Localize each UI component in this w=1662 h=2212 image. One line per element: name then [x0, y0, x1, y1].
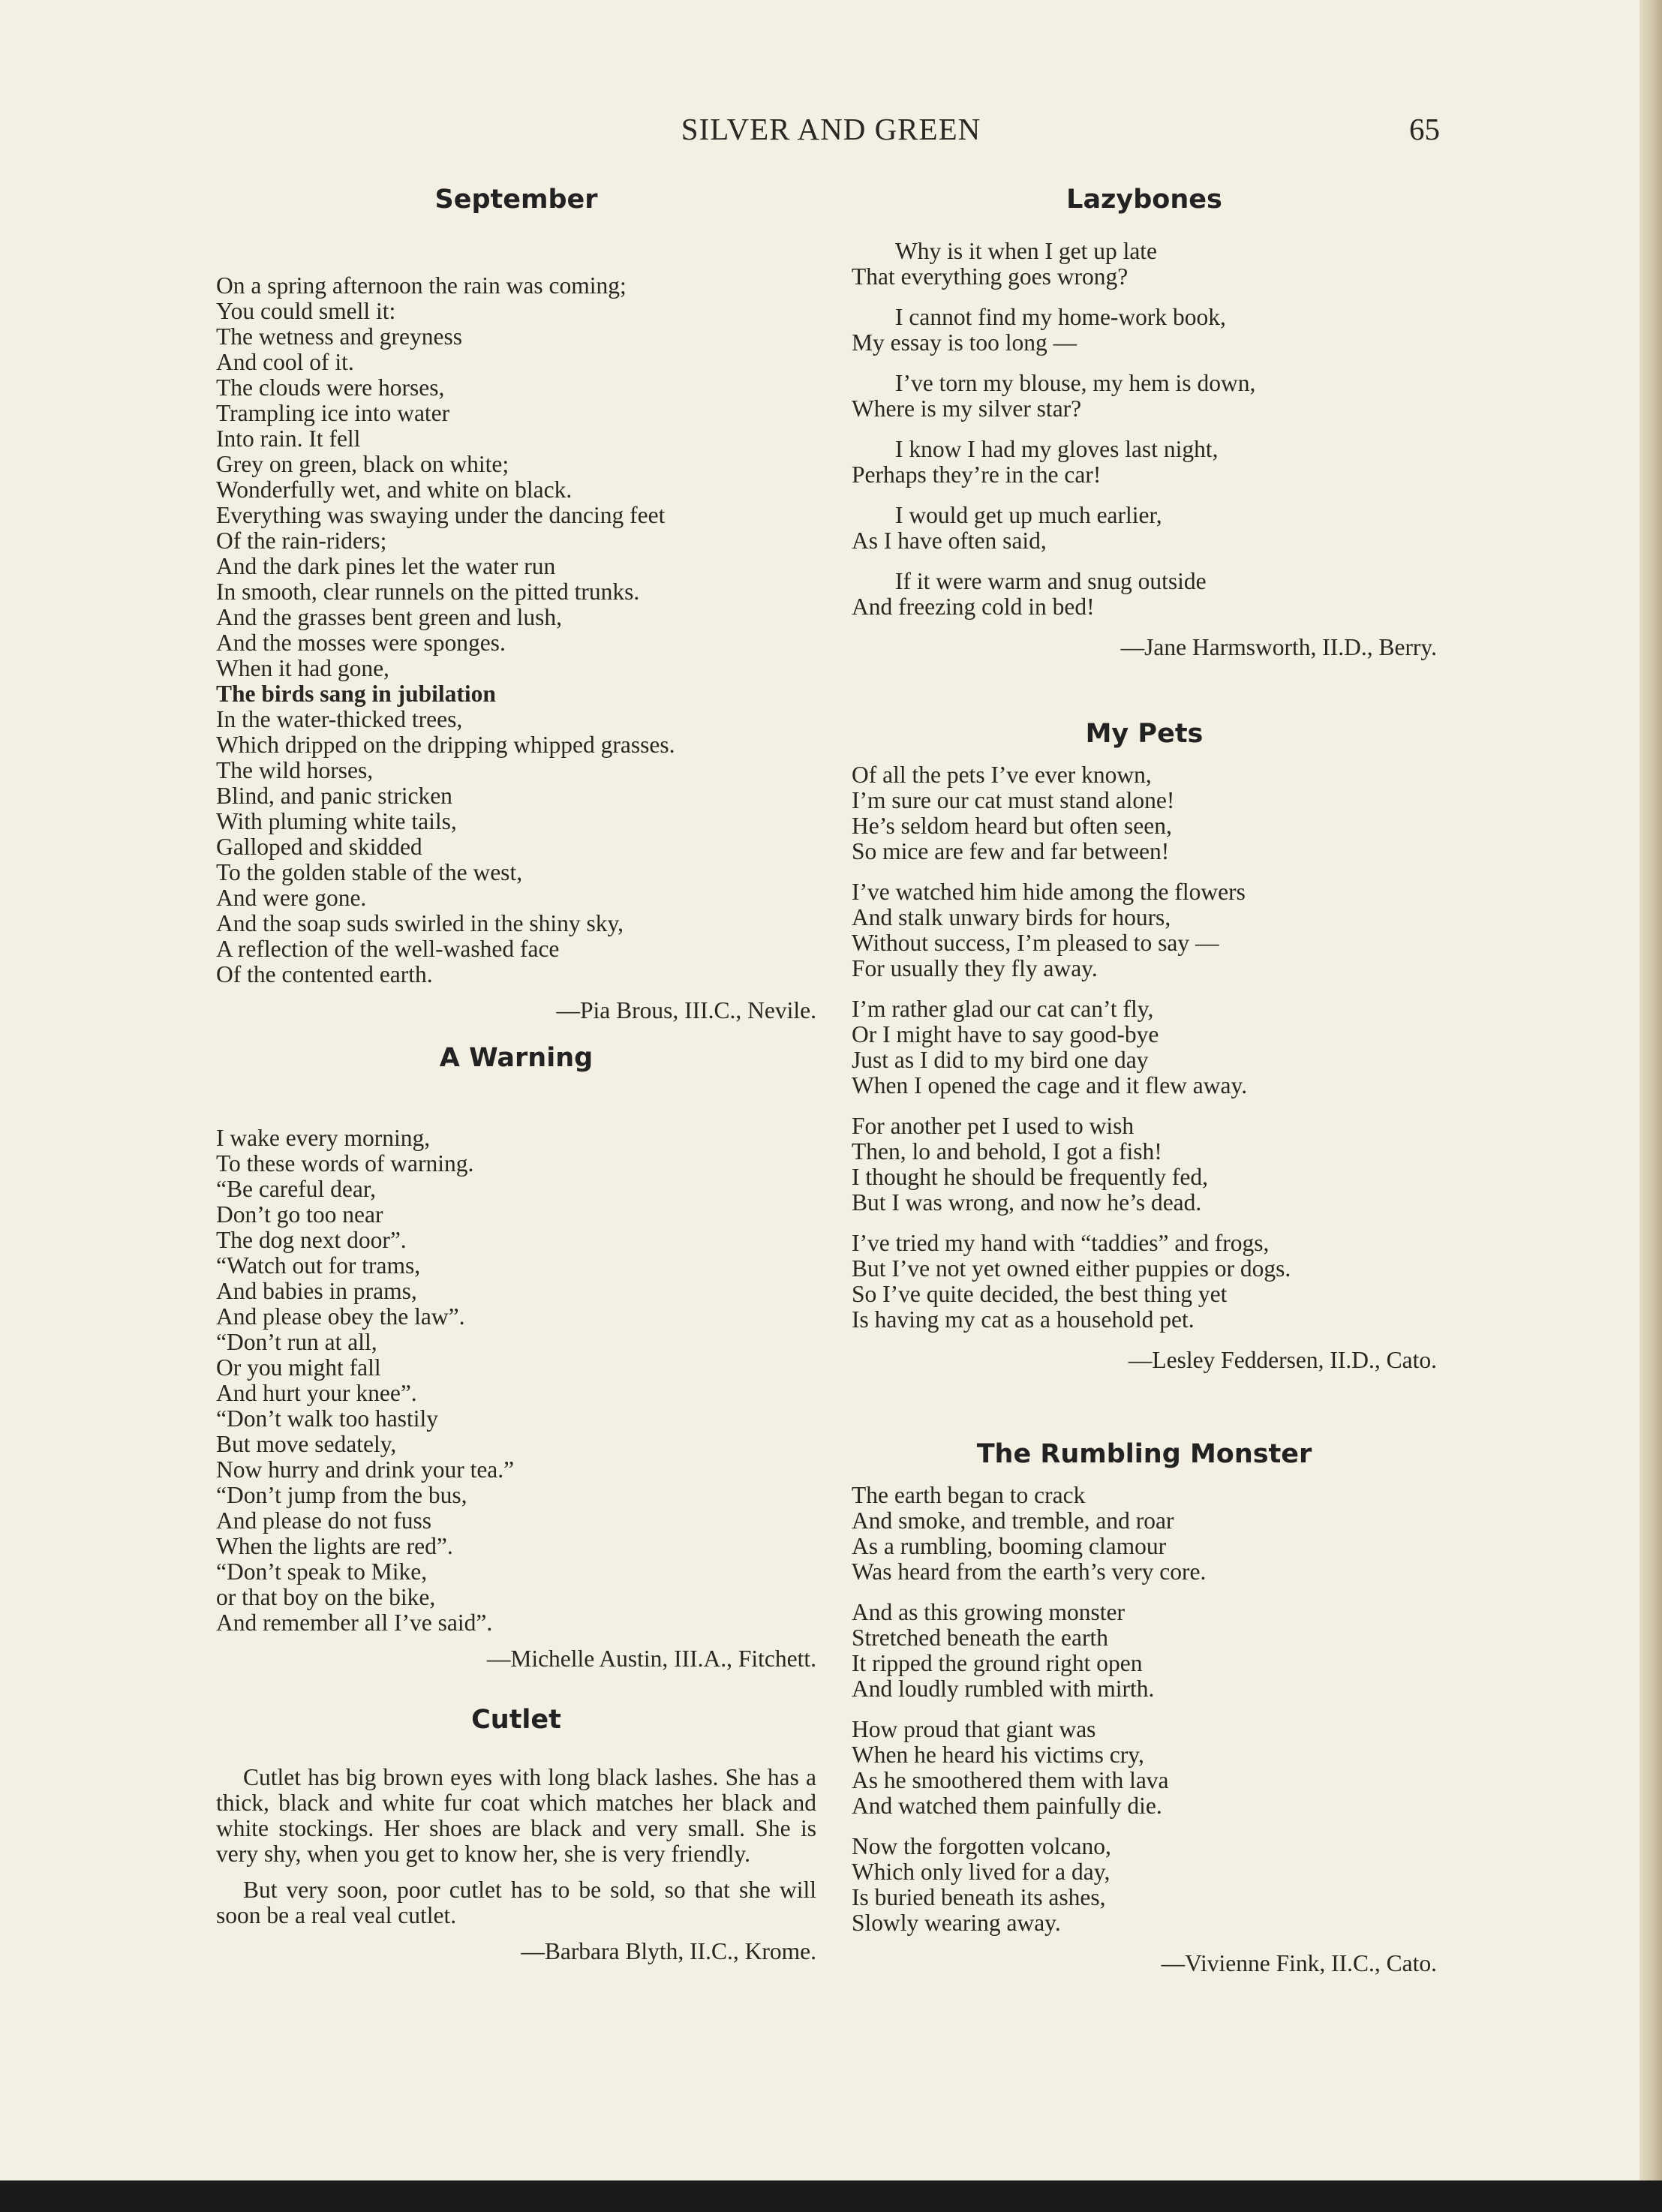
poem-line: Now hurry and drink your tea.” — [216, 1456, 515, 1483]
page-number: 65 — [1409, 112, 1440, 146]
poem-line: That everything goes wrong? — [852, 263, 1129, 290]
poem-lines — [216, 1126, 816, 1636]
poem-line: It ripped the ground right open — [852, 1650, 1143, 1676]
poem-stanzas — [852, 1483, 1437, 1936]
poem-line: Is buried beneath its ashes, — [852, 1884, 1106, 1910]
poem-line: I would get up much earlier, — [895, 502, 1162, 528]
poem-line: And as this growing monster — [852, 1599, 1125, 1625]
poem-line: In the water-thicked trees, — [216, 706, 463, 732]
poem-line: And the grasses bent green and lush, — [216, 604, 563, 630]
poem-line: So I’ve quite decided, the best thing yet — [852, 1281, 1228, 1307]
poem-line: Wonderfully wet, and white on black. — [216, 476, 573, 503]
poem-line: I thought he should be frequently fed, — [852, 1164, 1209, 1190]
poem-line: I’ve torn my blouse, my hem is down, — [895, 370, 1256, 396]
poem-line: I wake every morning, — [216, 1125, 431, 1151]
poem-line: I’m sure our cat must stand alone! — [852, 787, 1175, 813]
poem-line: “Don’t speak to Mike, — [216, 1558, 428, 1585]
poem-stanza — [852, 1834, 1437, 1936]
poem-line: When the lights are red”. — [216, 1533, 453, 1559]
poem-line: As I have often said, — [852, 527, 1047, 554]
poem-line: For another pet I used to wish — [852, 1113, 1135, 1139]
poem-title: A Warning — [439, 1043, 594, 1073]
story-author: —Barbara Blyth, II.C., Krome. — [521, 1938, 816, 1964]
poem-stanza — [852, 239, 1437, 290]
poem-line: My essay is too long — — [852, 329, 1077, 356]
poem-line: When it had gone, — [216, 655, 389, 681]
story-cutlet — [216, 1705, 816, 1964]
running-header: SILVER AND GREEN — [681, 112, 981, 146]
poem-stanza — [852, 1600, 1437, 1702]
poem-line: “Don’t run at all, — [216, 1329, 377, 1355]
poem-line: And cool of it. — [216, 349, 354, 375]
poem-author: —Jane Harmsworth, II.D., Berry. — [1120, 634, 1437, 660]
poem-line: Everything was swaying under the dancing feet — [216, 502, 666, 528]
poem-line: Or I might have to say good-bye — [852, 1021, 1159, 1047]
poem-line: As a rumbling, booming clamour — [852, 1533, 1167, 1559]
story-paragraph: Cutlet has big brown eyes with long black lashes. She has a thick, black and white fur coat which matches her black and white stockings. Her shoes are black and very small. She is very shy, when you get to know her, she is very friendly. — [216, 1764, 816, 1867]
poem-line: Blind, and panic stricken — [216, 783, 452, 809]
poem-line: And please do not fuss — [216, 1507, 431, 1534]
poem-line: The wild horses, — [216, 757, 374, 783]
poem-line: But move sedately, — [216, 1431, 397, 1457]
poem-line: With pluming white tails, — [216, 808, 457, 834]
poem-author: —Lesley Feddersen, II.D., Cato. — [1128, 1347, 1437, 1373]
story-body — [216, 1765, 816, 1928]
poem-line: But I’ve not yet owned either puppies or dogs. — [852, 1255, 1291, 1282]
poem-line: I’ve tried my hand with “taddies” and frogs, — [852, 1230, 1270, 1256]
poem-author: —Vivienne Fink, II.C., Cato. — [1161, 1950, 1437, 1976]
poem-line: Perhaps they’re in the car! — [852, 461, 1101, 488]
poem-author: —Pia Brous, III.C., Nevile. — [556, 997, 816, 1023]
poem-september — [216, 185, 816, 1023]
poem-line: I’m rather glad our cat can’t fly, — [852, 996, 1154, 1022]
poem-line: And the soap suds swirled in the shiny sky, — [216, 910, 624, 936]
poem-line: “Watch out for trams, — [216, 1252, 421, 1279]
poem-line: Of the rain-riders; — [216, 527, 387, 554]
poem-line: Just as I did to my bird one day — [852, 1047, 1149, 1073]
poem-line: “Be careful dear, — [216, 1176, 376, 1202]
poem-line: Slowly wearing away. — [852, 1910, 1061, 1936]
poem-line: And the dark pines let the water run — [216, 553, 556, 579]
poem-line: Of the contented earth. — [216, 961, 433, 987]
poem-line: And hurt your knee”. — [216, 1380, 417, 1406]
poem-title: September — [434, 185, 598, 215]
poem-author: —Michelle Austin, III.A., Fitchett. — [486, 1645, 816, 1672]
poem-line: Without success, I’m pleased to say — — [852, 930, 1219, 956]
poem-line: In smooth, clear runnels on the pitted trunks. — [216, 579, 640, 605]
poem-title: My Pets — [1085, 719, 1204, 749]
poem-line: You could smell it: — [216, 298, 396, 324]
poem-line: Grey on green, black on white; — [216, 451, 509, 477]
poem-line: And freezing cold in bed! — [852, 594, 1095, 620]
poem-line: Or you might fall — [216, 1354, 381, 1381]
poem-line: Is having my cat as a household pet. — [852, 1306, 1195, 1333]
poem-line: The clouds were horses, — [216, 374, 445, 401]
poem-stanza — [852, 305, 1437, 356]
poem-line: Galloped and skidded — [216, 834, 422, 860]
poem-line: But I was wrong, and now he’s dead. — [852, 1189, 1202, 1216]
poem-line: Now the forgotten volcano, — [852, 1833, 1111, 1859]
poem-line: Where is my silver star? — [852, 395, 1082, 422]
poem-stanza — [852, 1114, 1437, 1216]
poem-lazybones — [852, 185, 1437, 660]
poem-line: Trampling ice into water — [216, 400, 450, 426]
poem-line: And the mosses were sponges. — [216, 630, 506, 656]
poem-title: Lazybones — [1066, 185, 1222, 215]
poem-line: And loudly rumbled with mirth. — [852, 1676, 1155, 1702]
poem-line: “Don’t walk too hastily — [216, 1405, 439, 1432]
poem-lines — [216, 273, 816, 987]
poem-line: To these words of warning. — [216, 1150, 474, 1177]
poem-line: For usually they fly away. — [852, 955, 1098, 981]
poem-line: If it were warm and snug outside — [895, 568, 1207, 594]
poem-stanza — [852, 762, 1437, 864]
poem-rumbling-monster — [852, 1439, 1437, 1976]
poem-line: Don’t go too near — [216, 1201, 383, 1228]
poem-line: Which dripped on the dripping whipped grasses. — [216, 732, 675, 758]
story-paragraph: But very soon, poor cutlet has to be sold, so that she will soon be a real veal cutlet. — [216, 1877, 816, 1928]
poem-line: And please obey the law”. — [216, 1303, 465, 1330]
poem-line: The dog next door”. — [216, 1227, 407, 1253]
poem-line: As he smoothered them with lava — [852, 1767, 1169, 1793]
poem-stanzas — [852, 762, 1437, 1333]
poem-line: The earth began to crack — [852, 1482, 1086, 1508]
poem-line: He’s seldom heard but often seen, — [852, 813, 1172, 839]
poem-a-warning — [216, 1043, 816, 1672]
page-edge — [1639, 0, 1662, 2212]
poem-line: I know I had my gloves last night, — [895, 436, 1219, 462]
scan-bottom-border — [0, 2180, 1662, 2212]
poem-line: And watched them painfully die. — [852, 1793, 1162, 1819]
poem-line: And smoke, and tremble, and roar — [852, 1507, 1174, 1534]
poem-line: When I opened the cage and it flew away. — [852, 1072, 1248, 1098]
poem-line: The wetness and greyness — [216, 323, 463, 350]
poem-my-pets — [852, 719, 1437, 1373]
poem-line: I’ve watched him hide among the flowers — [852, 879, 1246, 905]
poem-line: Which only lived for a day, — [852, 1859, 1111, 1885]
poem-line: To the golden stable of the west, — [216, 859, 523, 885]
poem-stanzas — [852, 239, 1437, 620]
poem-stanza — [852, 1483, 1437, 1585]
poem-line: A reflection of the well-washed face — [216, 936, 560, 962]
poem-stanza — [852, 996, 1437, 1098]
poem-stanza — [852, 437, 1437, 488]
poem-title: The Rumbling Monster — [976, 1439, 1312, 1469]
poem-stanza — [852, 503, 1437, 554]
poem-line: or that boy on the bike, — [216, 1584, 436, 1610]
poem-stanza — [852, 371, 1437, 422]
poem-line: How proud that giant was — [852, 1716, 1096, 1742]
poem-stanza — [852, 1231, 1437, 1333]
poem-line: The birds sang in jubilation — [216, 681, 496, 707]
poem-line: Why is it when I get up late — [895, 238, 1158, 264]
poem-stanza — [852, 569, 1437, 620]
poem-line: Then, lo and behold, I got a fish! — [852, 1138, 1162, 1165]
story-title: Cutlet — [471, 1705, 561, 1735]
poem-line: I cannot find my home-work book, — [895, 304, 1226, 330]
poem-line: And remember all I’ve said”. — [216, 1609, 493, 1636]
poem-line: Of all the pets I’ve ever known, — [852, 762, 1152, 788]
poem-line: And stalk unwary birds for hours, — [852, 904, 1171, 930]
poem-line: So mice are few and far between! — [852, 838, 1170, 864]
poem-line: And were gone. — [216, 885, 367, 911]
poem-line: On a spring afternoon the rain was coming; — [216, 272, 627, 299]
poem-line: And babies in prams, — [216, 1278, 417, 1304]
poem-stanza — [852, 1717, 1437, 1819]
poem-stanza — [852, 879, 1437, 981]
poem-line: When he heard his victims cry, — [852, 1742, 1144, 1768]
poem-line: “Don’t jump from the bus, — [216, 1482, 467, 1508]
poem-line: Was heard from the earth’s very core. — [852, 1558, 1207, 1585]
poem-line: Stretched beneath the earth — [852, 1624, 1108, 1651]
poem-line: Into rain. It fell — [216, 425, 361, 452]
